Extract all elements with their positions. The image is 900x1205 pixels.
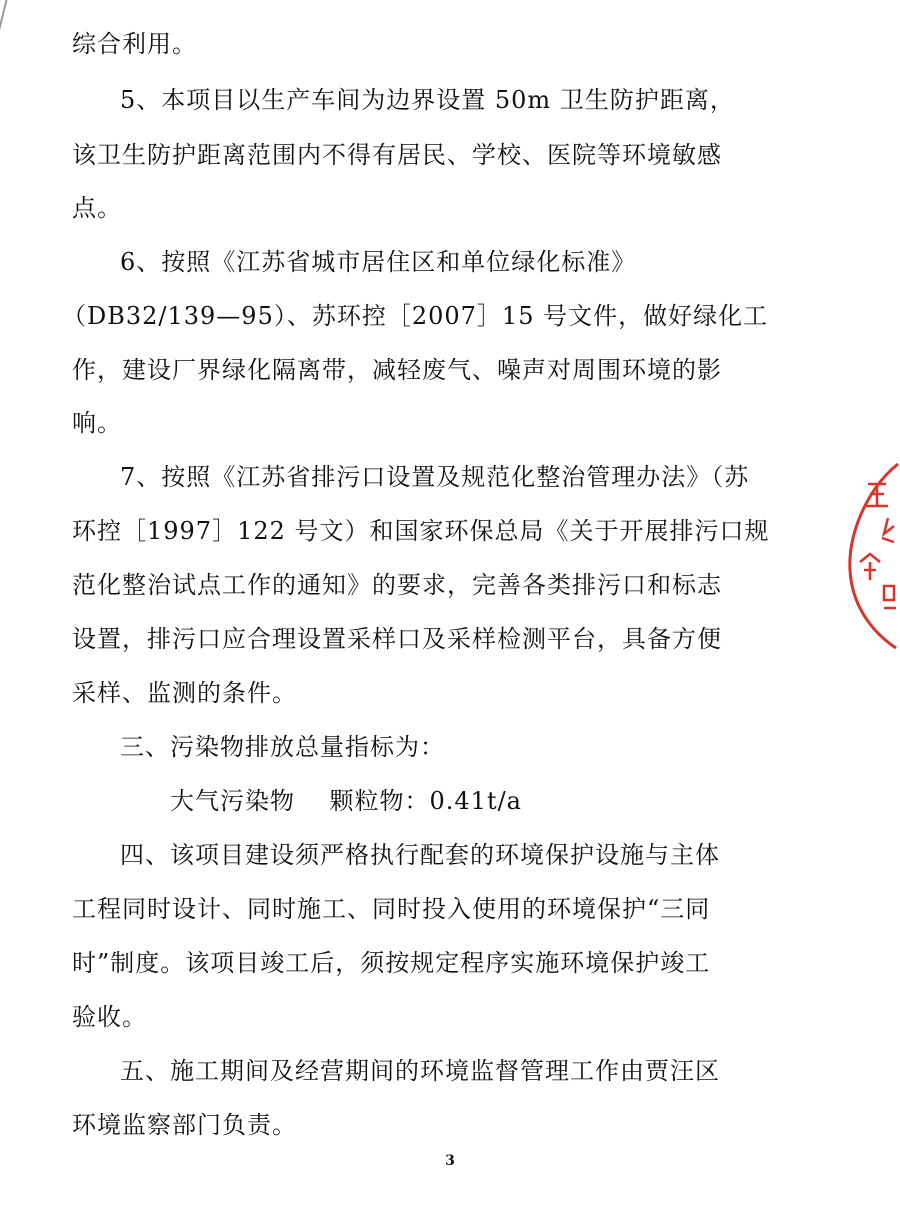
text-line-4: 点。 <box>72 194 122 222</box>
text-line-3: 该卫生防护距离范围内不得有居民、学校、医院等环境敏感 <box>72 141 722 169</box>
text-line-2: 5、本项目以生产车间为边界设置 50m 卫生防护距离， <box>120 86 735 114</box>
text-line-5: 6、按照《江苏省城市居住区和单位绿化标准》 <box>120 248 637 276</box>
text-line-13: 采样、监测的条件。 <box>72 679 297 707</box>
text-line-8: 响。 <box>72 409 122 437</box>
text-line-7: 作，建设厂界绿化隔离带，减轻废气、噪声对周围环境的影 <box>72 356 722 384</box>
text-line-1: 综合利用。 <box>72 30 197 58</box>
text-line-12: 设置，排污口应合理设置采样口及采样检测平台，具备方便 <box>72 625 722 653</box>
text-line-21: 环境监察部门负责。 <box>72 1111 297 1139</box>
page-number: 3 <box>445 1153 455 1169</box>
seal-graphic <box>838 458 900 653</box>
text-line-19: 验收。 <box>72 1003 147 1031</box>
text-line-20: 五、施工期间及经营期间的环境监督管理工作由贾汪区 <box>120 1057 720 1085</box>
scan-edge-line <box>0 0 10 78</box>
text-line-14: 三、污染物排放总量指标为： <box>120 733 445 761</box>
text-line-16: 四、该项目建设须严格执行配套的环境保护设施与主体 <box>120 841 720 869</box>
official-seal-stamp <box>838 458 900 653</box>
text-line-15: 大气污染物 颗粒物：0.41t/a <box>170 787 522 815</box>
text-line-10: 环控［1997］122 号文）和国家环保总局《关于开展排污口规 <box>72 517 770 545</box>
text-line-6: （DB32/139—95）、苏环控［2007］15 号文件，做好绿化工 <box>62 302 769 330</box>
text-line-11: 范化整治试点工作的通知》的要求，完善各类排污口和标志 <box>72 571 722 599</box>
text-line-18: 时”制度。该项目竣工后，须按规定程序实施环境保护竣工 <box>72 949 711 977</box>
text-line-17: 工程同时设计、同时施工、同时投入使用的环境保护“三同 <box>72 895 711 923</box>
text-line-9: 7、按照《江苏省排污口设置及规范化整治管理办法》（苏 <box>120 463 750 491</box>
